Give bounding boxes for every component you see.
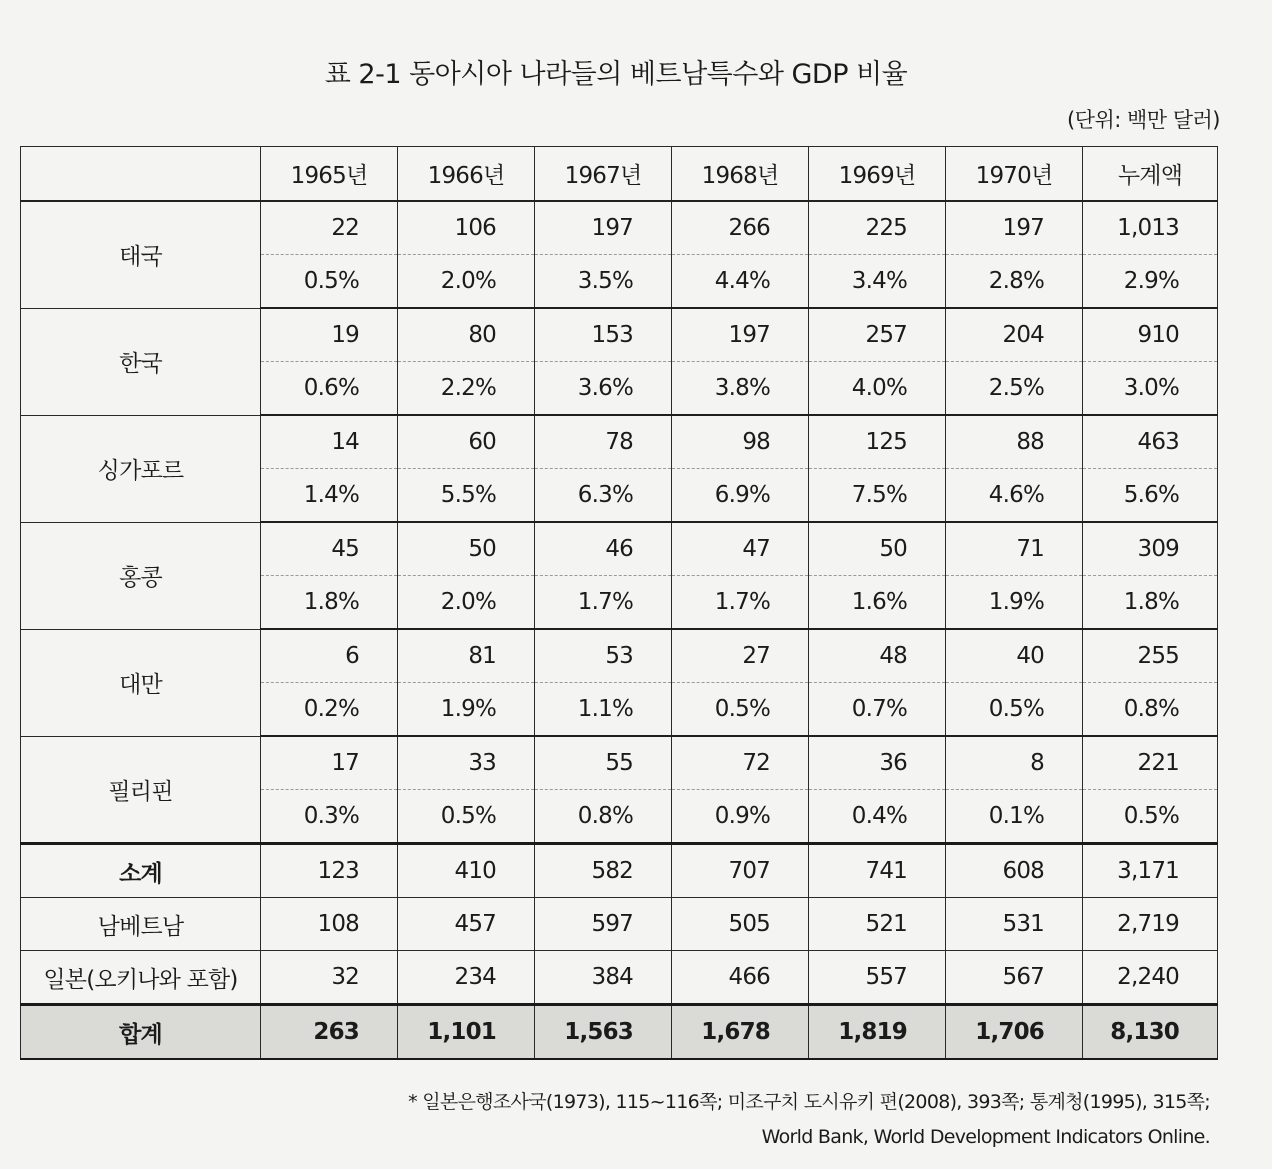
value-cell: 521 [809,898,946,951]
percent-cell: 0.9% [672,790,809,844]
header-cell-1969: 1969년 [809,147,946,202]
header-corner [21,147,261,202]
value-cell: 48 [809,629,946,683]
table-row [21,522,1218,576]
row-label: 태국 [21,201,261,308]
row-label: 소계 [21,844,261,898]
row-label: 한국 [21,308,261,415]
percent-cell: 1.7% [535,576,672,630]
percent-cell: 2.5% [946,362,1083,416]
percent-cell: 1.9% [398,683,535,737]
percent-cell: 5.6% [1083,469,1218,523]
value-cell: 19 [261,308,398,362]
value-cell: 309 [1083,522,1218,576]
value-cell: 257 [809,308,946,362]
percent-cell: 2.8% [946,255,1083,309]
value-cell: 153 [535,308,672,362]
value-cell: 17 [261,736,398,790]
table-row [21,201,1218,255]
percent-cell: 0.7% [809,683,946,737]
value-cell: 2,240 [1083,951,1218,1005]
value-cell: 45 [261,522,398,576]
value-cell: 8 [946,736,1083,790]
value-cell: 197 [946,201,1083,255]
percent-cell: 3.6% [535,362,672,416]
value-cell: 1,678 [672,1005,809,1060]
percent-cell: 0.6% [261,362,398,416]
value-cell: 80 [398,308,535,362]
value-cell: 1,013 [1083,201,1218,255]
percent-cell: 0.8% [1083,683,1218,737]
percent-cell: 0.5% [398,790,535,844]
value-cell: 98 [672,415,809,469]
value-cell: 457 [398,898,535,951]
value-cell: 197 [672,308,809,362]
value-cell: 22 [261,201,398,255]
value-cell: 2,719 [1083,898,1218,951]
percent-cell: 0.1% [946,790,1083,844]
percent-cell: 1.7% [672,576,809,630]
value-cell: 597 [535,898,672,951]
value-cell: 53 [535,629,672,683]
percent-cell: 1.1% [535,683,672,737]
header-row [21,147,1218,202]
percent-cell: 2.0% [398,576,535,630]
value-cell: 1,706 [946,1005,1083,1060]
header-cell-1970: 1970년 [946,147,1083,202]
percent-cell: 4.4% [672,255,809,309]
value-cell: 78 [535,415,672,469]
percent-cell: 0.5% [946,683,1083,737]
table-row [21,951,1218,1005]
value-cell: 463 [1083,415,1218,469]
value-cell: 234 [398,951,535,1005]
percent-cell: 5.5% [398,469,535,523]
value-cell: 1,819 [809,1005,946,1060]
value-cell: 910 [1083,308,1218,362]
table-row [21,844,1218,898]
value-cell: 50 [398,522,535,576]
value-cell: 263 [261,1005,398,1060]
table-title: 표 2-1 동아시아 나라들의 베트남특수와 GDP 비율 [324,59,908,90]
value-cell: 741 [809,844,946,898]
value-cell: 3,171 [1083,844,1218,898]
header-cell-1966: 1966년 [398,147,535,202]
table-row [21,736,1218,790]
header-cell-1965: 1965년 [261,147,398,202]
value-cell: 197 [535,201,672,255]
value-cell: 384 [535,951,672,1005]
percent-cell: 0.3% [261,790,398,844]
value-cell: 410 [398,844,535,898]
percent-cell: 6.9% [672,469,809,523]
row-label: 합계 [21,1005,261,1060]
value-cell: 531 [946,898,1083,951]
percent-cell: 6.3% [535,469,672,523]
value-cell: 204 [946,308,1083,362]
value-cell: 32 [261,951,398,1005]
row-label: 대만 [21,629,261,736]
value-cell: 50 [809,522,946,576]
percent-cell: 4.0% [809,362,946,416]
value-cell: 36 [809,736,946,790]
percent-cell: 4.6% [946,469,1083,523]
percent-cell: 0.4% [809,790,946,844]
percent-cell: 3.5% [535,255,672,309]
source-note-line2: World Bank, World Development Indicators Online. [761,1126,1210,1148]
value-cell: 466 [672,951,809,1005]
value-cell: 40 [946,629,1083,683]
percent-cell: 2.2% [398,362,535,416]
header-cell-cumulative: 누계액 [1083,147,1218,202]
value-cell: 557 [809,951,946,1005]
percent-cell: 3.8% [672,362,809,416]
table-row [21,898,1218,951]
value-cell: 567 [946,951,1083,1005]
table-row [21,1005,1218,1060]
data-table [20,146,1218,1060]
percent-cell: 0.2% [261,683,398,737]
header-cell-1968: 1968년 [672,147,809,202]
row-label: 필리핀 [21,736,261,844]
value-cell: 47 [672,522,809,576]
percent-cell: 1.9% [946,576,1083,630]
percent-cell: 3.0% [1083,362,1218,416]
row-label: 싱가포르 [21,415,261,522]
value-cell: 6 [261,629,398,683]
percent-cell: 0.5% [1083,790,1218,844]
row-label: 일본(오키나와 포함) [21,951,261,1005]
value-cell: 608 [946,844,1083,898]
value-cell: 27 [672,629,809,683]
value-cell: 71 [946,522,1083,576]
value-cell: 1,563 [535,1005,672,1060]
percent-cell: 0.5% [261,255,398,309]
value-cell: 255 [1083,629,1218,683]
value-cell: 266 [672,201,809,255]
value-cell: 46 [535,522,672,576]
row-label: 남베트남 [21,898,261,951]
value-cell: 1,101 [398,1005,535,1060]
percent-cell: 0.5% [672,683,809,737]
percent-cell: 7.5% [809,469,946,523]
percent-cell: 2.9% [1083,255,1218,309]
value-cell: 125 [809,415,946,469]
percent-cell: 2.0% [398,255,535,309]
header-cell-1967: 1967년 [535,147,672,202]
table-row [21,629,1218,683]
value-cell: 60 [398,415,535,469]
percent-cell: 3.4% [809,255,946,309]
value-cell: 106 [398,201,535,255]
percent-cell: 1.4% [261,469,398,523]
value-cell: 88 [946,415,1083,469]
table-row [21,415,1218,469]
source-note [408,1085,1210,1155]
table-body [21,201,1218,1059]
value-cell: 582 [535,844,672,898]
value-cell: 33 [398,736,535,790]
value-cell: 72 [672,736,809,790]
value-cell: 55 [535,736,672,790]
value-cell: 505 [672,898,809,951]
percent-cell: 1.6% [809,576,946,630]
value-cell: 14 [261,415,398,469]
table-row [21,308,1218,362]
value-cell: 81 [398,629,535,683]
value-cell: 221 [1083,736,1218,790]
percent-cell: 1.8% [1083,576,1218,630]
percent-cell: 0.8% [535,790,672,844]
value-cell: 123 [261,844,398,898]
value-cell: 707 [672,844,809,898]
value-cell: 108 [261,898,398,951]
row-label: 홍콩 [21,522,261,629]
value-cell: 225 [809,201,946,255]
unit-label: (단위: 백만 달러) [1066,108,1220,132]
source-note-line1: * 일본은행조사국(1973), 115~116쪽; 미조구치 도시유키 편(2008), 393쪽; 통계청(1995), 315쪽; [408,1091,1210,1113]
value-cell: 8,130 [1083,1005,1218,1060]
percent-cell: 1.8% [261,576,398,630]
